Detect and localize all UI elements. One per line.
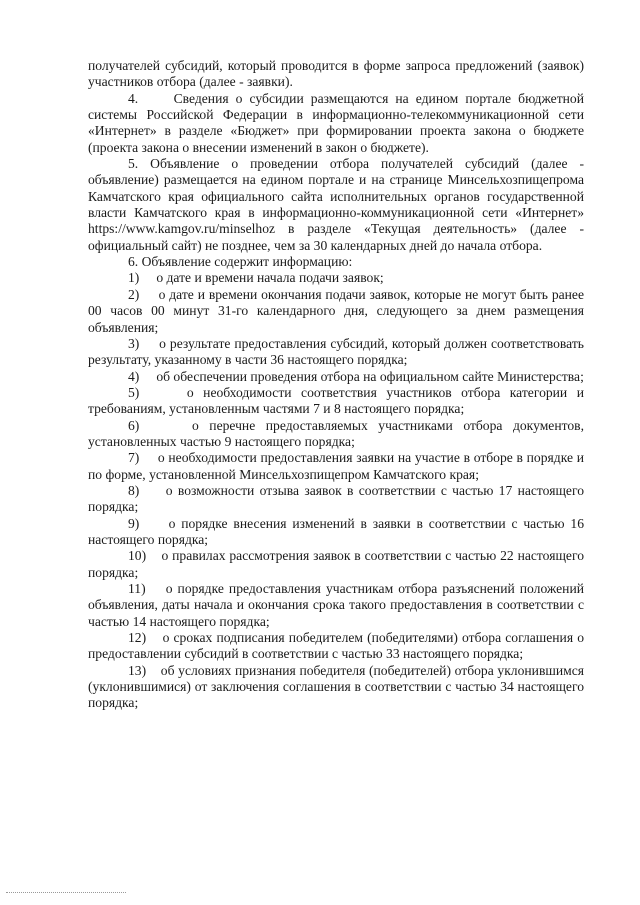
scan-footer-mark [6, 889, 126, 893]
list-item-4: 4) об обеспечении проведения отбора на официальном сайте Министерства; [128, 368, 584, 384]
list-item-5: 5) о необходимости соответствия участников отбора категории и требованиям, установленным частями 7 и 8 настоящего порядка; [88, 384, 584, 417]
list-item-2: 2) о дате и времени окончания подачи заявок, которые не могут быть ранее 00 часов 00 минут 31-го календарного дня, следующего за днем размещения объявления; [88, 286, 584, 335]
list-item-3: 3) о результате предоставления субсидий, который должен соответствовать результату, указанному в части 36 настоящего порядка; [88, 335, 584, 368]
paragraph-5: 5. Объявление о проведении отбора получателей субсидий (далее - объявление) размещается на едином портале и на странице Минсельхозпищепрома Камчатского края официального сайта исполнительных органов государственной власти Камчатского края в информационно-коммуникационной сети «Интернет» https://www.kamgov.ru/minselhoz в разделе «Текущая деятельность» (далее - официальный сайт) не позднее, чем за 30 календарных дней до начала отбора. [88, 156, 584, 253]
list-item-13: 13) об условиях признания победителя (победителей) отбора уклонившимся (уклонившимися) от заключения соглашения в соответствии с частью 34 настоящего порядка; [88, 662, 584, 711]
paragraph-continuation: получателей субсидий, который проводится в форме запроса предложений (заявок) участников отбора (далее - заявки). [88, 58, 584, 90]
list-item-1: 1) о дате и времени начала подачи заявок; [128, 270, 384, 286]
list-item-12: 12) о сроках подписания победителем (победителями) отбора соглашения о предоставлении субсидий в соответствии с частью 33 настоящего порядка; [88, 630, 584, 662]
list-item-9: 9) о порядке внесения изменений в заявки в соответствии с частью 16 настоящего порядка; [88, 515, 584, 547]
list-item-11: 11) о порядке предоставления участникам отбора разъяснений положений объявления, даты начала и окончания срока такого предоставления в соответствии с частью 14 настоящего порядка; [88, 581, 584, 629]
paragraph-6: 6. Объявление содержит информацию: [128, 254, 353, 270]
paragraph-4: 4. Сведения о субсидии размещаются на едином портале бюджетной системы Российской Федерации в информационно-телекоммуникационной сети «Интернет» в разделе «Бюджет» при формировании проекта закона о бюджете (проекта закона о внесении изменений в закон о бюджете). [88, 90, 584, 155]
document-body [88, 58, 584, 712]
list-item-7: 7) о необходимости предоставления заявки на участие в отборе в порядке и по форме, установленной Минсельхозпищепром Камчатского края; [88, 450, 584, 482]
list-item-10: 10) о правилах рассмотрения заявок в соответствии с частью 22 настоящего порядка; [88, 548, 584, 580]
list-item-8: 8) о возможности отзыва заявок в соответствии с частью 17 настоящего порядка; [88, 482, 584, 515]
list-item-6: 6) о перечне предоставляемых участниками отбора документов, установленных частью 9 настоящего порядка; [88, 417, 584, 449]
